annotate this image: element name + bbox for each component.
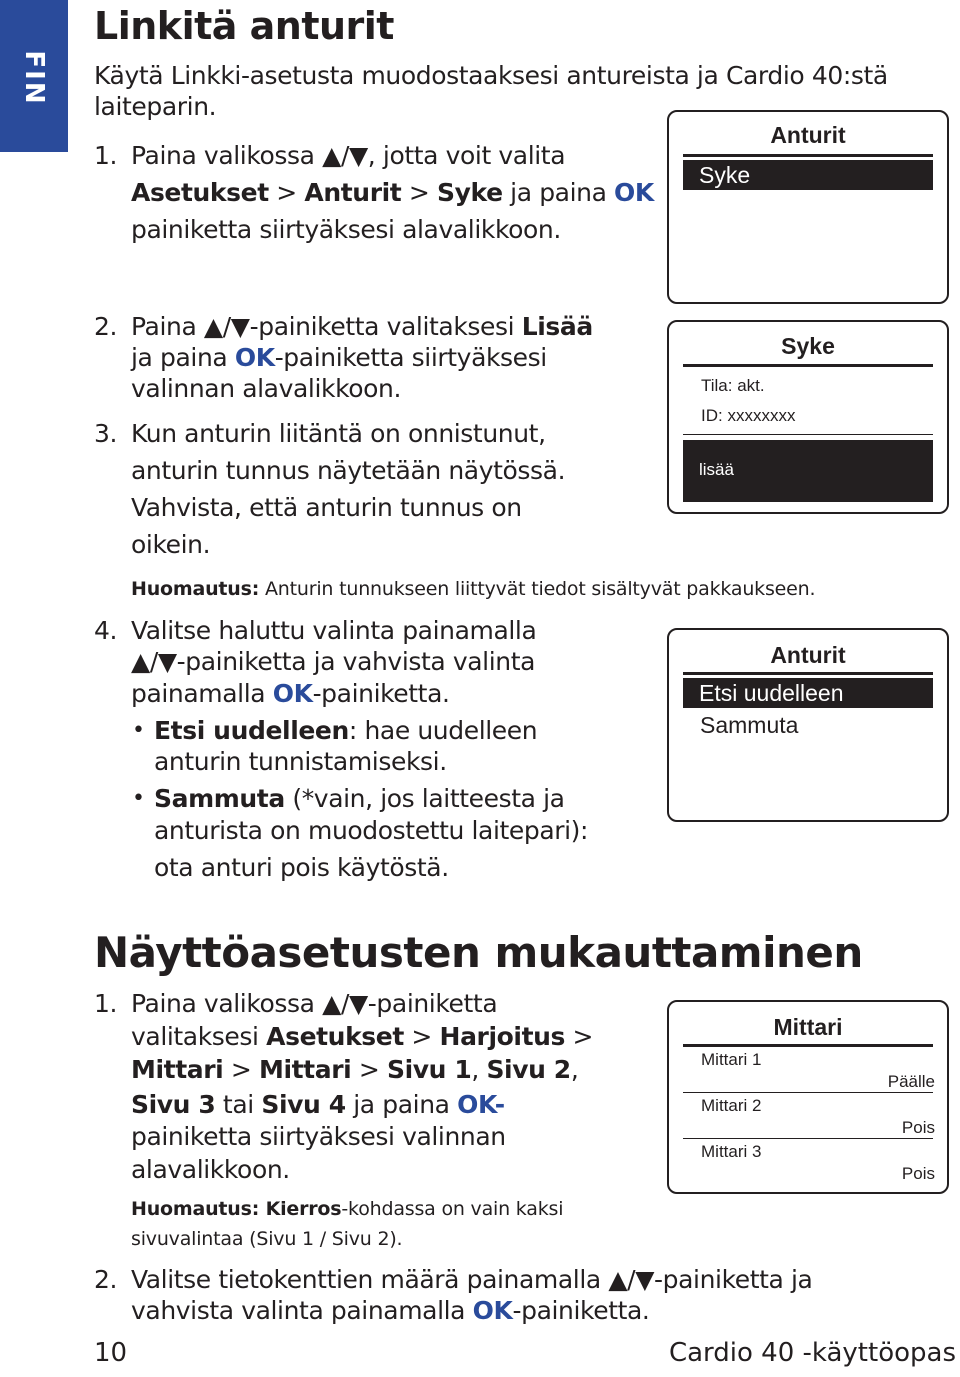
text: (*vain, jos laitteesta ja bbox=[284, 784, 565, 813]
page-number: 10 bbox=[94, 1338, 128, 1368]
screen-title: Syke bbox=[781, 333, 835, 359]
separator: > bbox=[268, 178, 305, 207]
device-screen-anturit-options bbox=[667, 628, 949, 822]
step-line: Paina valikossa ▲/▼, jotta voit valita bbox=[131, 141, 566, 170]
step-line: valinnan alavalikkoon. bbox=[131, 374, 402, 403]
gauge-value: Pois bbox=[901, 1164, 935, 1183]
screen-title: Anturit bbox=[770, 642, 846, 668]
note-text: -kohdassa on vain kaksi bbox=[341, 1198, 564, 1220]
menu-path: Syke bbox=[437, 178, 503, 207]
step-line: Valitse tietokenttien määrä painamalla ▲/▼-painiketta ja bbox=[131, 1265, 813, 1294]
text: vahvista valinta painamalla bbox=[131, 1296, 473, 1325]
step-line: painiketta siirtyäksesi valinnan bbox=[131, 1122, 506, 1151]
divider bbox=[683, 364, 933, 367]
menu-option: Lisää bbox=[521, 312, 593, 341]
step-line bbox=[131, 177, 654, 209]
option-name: Etsi uudelleen bbox=[154, 716, 349, 745]
section-title: Näyttöasetusten mukauttaminen bbox=[94, 928, 863, 977]
screen-title: Mittari bbox=[773, 1014, 843, 1040]
selected-item: Syke bbox=[699, 162, 751, 188]
option-name: Sammuta bbox=[154, 784, 285, 813]
selected-item: lisää bbox=[699, 460, 734, 479]
note-bold: Kierros bbox=[259, 1198, 342, 1220]
screen-title: Anturit bbox=[770, 122, 846, 148]
separator: , bbox=[570, 1055, 579, 1084]
menu-path: Sivu 1 bbox=[386, 1055, 472, 1084]
note-text: Anturin tunnukseen liittyvät tiedot sisältyvät pakkaukseen. bbox=[259, 578, 816, 600]
bullet-line: ota anturi pois käytöstä. bbox=[154, 853, 449, 882]
menu-path: Sivu 4 bbox=[261, 1090, 346, 1119]
note-line: sivuvalintaa (Sivu 1 / Sivu 2). bbox=[131, 1228, 403, 1250]
step-line bbox=[131, 311, 593, 343]
gauge-label: Mittari 1 bbox=[701, 1050, 762, 1069]
step-line bbox=[131, 1089, 505, 1121]
sensor-id: ID: xxxxxxxx bbox=[701, 406, 796, 425]
step-number: 4. bbox=[94, 616, 118, 645]
ok-key: OK- bbox=[457, 1090, 505, 1119]
manual-title: Cardio 40 -käyttöopas bbox=[668, 1338, 956, 1368]
intro-line-2: laiteparin. bbox=[94, 92, 217, 121]
gauge-label: Mittari 3 bbox=[701, 1142, 762, 1161]
step-line: Kun anturin liitäntä on onnistunut, bbox=[131, 419, 546, 448]
separator: > bbox=[351, 1055, 387, 1084]
step-line: oikein. bbox=[131, 530, 211, 559]
gauge-value: Pois bbox=[901, 1118, 935, 1137]
step-line: Paina valikossa ▲/▼-painiketta bbox=[131, 989, 498, 1018]
text: ja paina bbox=[131, 343, 235, 372]
note-label: Huomautus: bbox=[131, 578, 260, 600]
menu-path: Mittari bbox=[131, 1055, 224, 1084]
text: ja paina bbox=[502, 178, 615, 207]
step-line bbox=[131, 1295, 649, 1327]
step-line bbox=[131, 678, 450, 710]
menu-path: Sivu 3 bbox=[131, 1090, 216, 1119]
selected-row bbox=[683, 440, 933, 502]
divider bbox=[683, 672, 933, 675]
device-screen-anturit bbox=[667, 110, 949, 304]
language-tab-label: FIN bbox=[19, 50, 49, 106]
text: : hae uudelleen bbox=[348, 716, 538, 745]
divider bbox=[683, 154, 933, 157]
section-title: Linkitä anturit bbox=[94, 4, 394, 48]
separator: > bbox=[403, 1022, 440, 1051]
bullet-line bbox=[154, 783, 565, 815]
device-screen-syke bbox=[667, 320, 949, 514]
divider bbox=[683, 1044, 933, 1047]
bullet-line bbox=[154, 715, 537, 747]
step-line bbox=[131, 342, 547, 374]
ok-key: OK bbox=[272, 679, 313, 708]
menu-path: Anturit bbox=[304, 178, 402, 207]
text: -painiketta siirtyäksesi bbox=[274, 343, 547, 372]
gauge-value: Päälle bbox=[887, 1072, 935, 1091]
text: -painiketta. bbox=[512, 1296, 650, 1325]
separator: > bbox=[565, 1022, 594, 1051]
step-line bbox=[131, 1021, 593, 1053]
separator: > bbox=[401, 178, 438, 207]
text: painamalla bbox=[131, 679, 273, 708]
bullet-line: anturin tunnistamiseksi. bbox=[154, 747, 447, 776]
step-number: 2. bbox=[94, 1265, 118, 1294]
step-number: 1. bbox=[94, 141, 118, 170]
text: valitaksesi bbox=[131, 1022, 267, 1051]
divider bbox=[683, 1138, 933, 1139]
step-line: alavalikkoon. bbox=[131, 1155, 290, 1184]
ok-key: OK bbox=[614, 178, 654, 207]
step-number: 1. bbox=[94, 989, 118, 1018]
text: -painiketta. bbox=[312, 679, 450, 708]
separator: , bbox=[471, 1055, 487, 1084]
device-screen-mittari bbox=[667, 1000, 949, 1194]
separator: > bbox=[223, 1055, 259, 1084]
step-line bbox=[131, 1054, 578, 1086]
text: Paina ▲/▼-painiketta valitaksesi bbox=[131, 312, 522, 341]
selected-row bbox=[683, 678, 933, 708]
bullet: • bbox=[132, 786, 145, 811]
ok-key: OK bbox=[472, 1296, 513, 1325]
step-line: anturin tunnus näytetään näytössä. bbox=[131, 456, 566, 485]
sensor-status: Tila: akt. bbox=[701, 376, 765, 395]
ok-key: OK bbox=[234, 343, 275, 372]
menu-path: Harjoitus bbox=[439, 1022, 566, 1051]
menu-item: Sammuta bbox=[700, 712, 799, 738]
language-tab bbox=[0, 0, 68, 152]
selected-row bbox=[683, 160, 933, 190]
text: ja paina bbox=[345, 1090, 458, 1119]
step-line: Valitse haluttu valinta painamalla bbox=[131, 616, 537, 645]
bullet-line: anturista on muodostettu laitepari): bbox=[154, 816, 589, 845]
menu-path: Asetukset bbox=[131, 178, 269, 207]
step-number: 3. bbox=[94, 419, 118, 448]
step-line: Vahvista, että anturin tunnus on bbox=[131, 493, 522, 522]
step-number: 2. bbox=[94, 312, 118, 341]
text: tai bbox=[215, 1090, 262, 1119]
bullet: • bbox=[132, 718, 145, 743]
selected-item: Etsi uudelleen bbox=[699, 680, 844, 706]
menu-path: Asetukset bbox=[266, 1022, 404, 1051]
note bbox=[131, 1195, 563, 1223]
divider bbox=[683, 1092, 933, 1093]
step-line: ▲/▼-painiketta ja vahvista valinta bbox=[131, 647, 536, 676]
menu-path: Sivu 2 bbox=[486, 1055, 571, 1084]
step-line: painiketta siirtyäksesi alavalikkoon. bbox=[131, 215, 561, 244]
note-label: Huomautus: bbox=[131, 1198, 260, 1220]
divider bbox=[683, 434, 933, 435]
intro-line-1: Käytä Linkki-asetusta muodostaaksesi antureista ja Cardio 40:stä bbox=[94, 61, 888, 90]
gauge-label: Mittari 2 bbox=[701, 1096, 762, 1115]
note bbox=[131, 575, 815, 603]
menu-path: Mittari bbox=[258, 1055, 352, 1084]
